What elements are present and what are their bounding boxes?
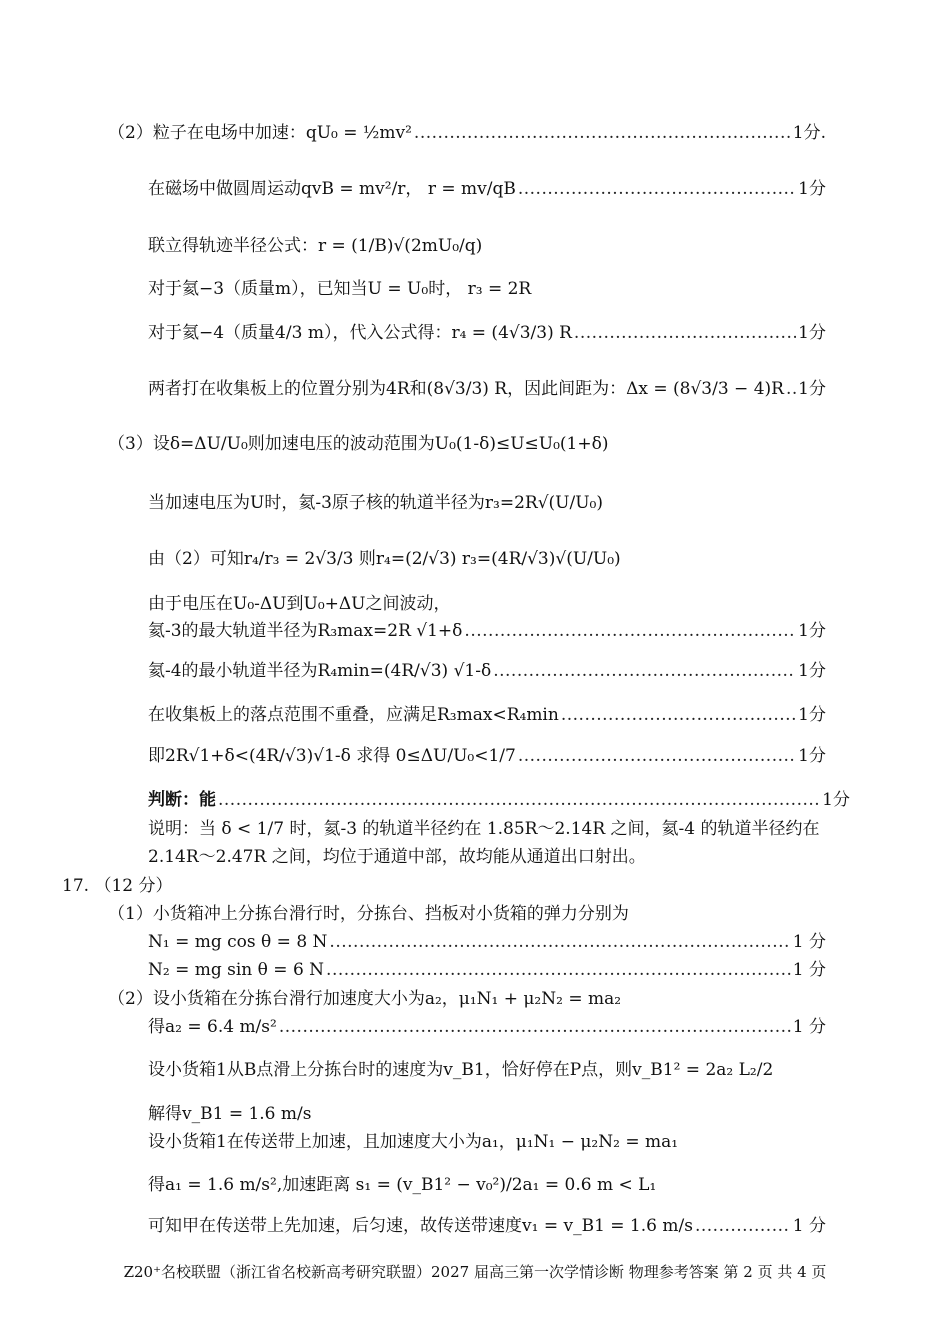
line-explain-1: 说明：当 δ < 1/7 时，氦-3 的轨道半径约在 1.85R～2.14R 之间，氦-4 的轨道半径约在: [148, 819, 820, 839]
line-a1-setup: 设小货箱1在传送带上加速，且加速度大小为a₁，μ₁N₁ − μ₂N₂ = ma₁: [148, 1132, 679, 1152]
line-vb1-result: 解得v_B1 = 1.6 m/s: [148, 1104, 312, 1124]
leader-dots: [518, 745, 796, 767]
score: 1分: [798, 379, 826, 399]
line-n1: [148, 931, 826, 953]
line-explain-2: 2.14R～2.47R 之间，均位于通道中部，故均能从通道出口射出。: [148, 847, 646, 867]
line-text: 氦-3的最大轨道半径为R₃max=2R √1+δ: [148, 621, 463, 641]
line-belt-speed: [148, 1215, 826, 1237]
line-inequality: [148, 745, 826, 767]
line-text: 对于氦−4（质量4/3 m），代入公式得：r₄ = (4√3/3) R: [148, 323, 572, 343]
line-text: 即2R√1+δ<(4R/√3)√1-δ 求得 0≤ΔU/U₀<1/7: [148, 746, 516, 766]
leader-dots: [695, 1215, 791, 1237]
score: 1分: [798, 746, 826, 766]
score: 1分: [822, 790, 850, 810]
leader-dots: [786, 378, 796, 400]
line-r3max: [148, 620, 826, 642]
line-text: 可知甲在传送带上先加速，后匀速，故传送带速度v₁ = v_B1 = 1.6 m/s: [148, 1216, 693, 1236]
line-2-accel: [108, 122, 826, 144]
line-a1: 得a₁ = 1.6 m/s²,加速距离 s₁ = (v_B1² − v₀²)/2a₁ = 0.6 m < L₁: [148, 1175, 657, 1195]
line-text: 在收集板上的落点范围不重叠，应满足R₃max<R₄min: [148, 705, 559, 725]
line-radius-formula: 联立得轨迹半径公式：r = (1/B)√(2mU₀/q): [148, 236, 483, 256]
leader-dots: [518, 178, 796, 200]
score: 1分: [798, 179, 826, 199]
leader-dots: [464, 620, 796, 642]
leader-dots: [218, 789, 820, 811]
score: 1 分: [792, 1017, 826, 1037]
line-text: N₁ = mg cos θ = 8 N: [148, 932, 328, 952]
leader-dots: [326, 959, 791, 981]
line-he3: 对于氦−3（质量m），已知当U = U₀时， r₃ = 2R: [148, 279, 532, 299]
page-footer: Z20⁺名校联盟（浙江省名校新高考研究联盟）2027 届高三第一次学情诊断 物理参考答案 第 2 页 共 4 页: [123, 1263, 827, 1281]
score: 1 分: [792, 932, 826, 952]
line-circular-motion: [148, 178, 826, 200]
line-3-delta: （3）设δ=ΔU/U₀则加速电压的波动范围为U₀(1-δ)≤U≤U₀(1+δ): [108, 434, 609, 454]
leader-dots: [561, 704, 796, 726]
score: 1分.: [792, 123, 826, 143]
line-spacing: [148, 378, 826, 400]
line-17-1: （1）小货箱冲上分拣台滑行时，分拣台、挡板对小货箱的弹力分别为: [108, 904, 629, 924]
line-text: 氦-4的最小轨道半径为R₄min=(4R/√3) √1-δ: [148, 661, 492, 681]
score: 1分: [798, 621, 826, 641]
line-text: （2）粒子在电场中加速：qU₀ = ½mv²: [108, 123, 412, 143]
line-text: N₂ = mg sin θ = 6 N: [148, 960, 325, 980]
line-text: 两者打在收集板上的位置分别为4R和(8√3/3) R，因此间距为：Δx = (8√3/3 − 4)R: [148, 379, 784, 399]
line-r3: 当加速电压为U时，氦-3原子核的轨道半径为r₃=2R√(U/U₀): [148, 493, 603, 513]
score: 1分: [798, 323, 826, 343]
line-vb1: 设小货箱1从B点滑上分拣台时的速度为v_B1，恰好停在P点，则v_B1² = 2a₂ L₂/2: [148, 1060, 774, 1080]
line-text: 判断：能: [148, 790, 216, 810]
leader-dots: [493, 660, 796, 682]
line-judgement: [148, 789, 850, 811]
leader-dots: [574, 322, 796, 344]
score: 1 分: [792, 1216, 826, 1236]
line-he4: [148, 322, 826, 344]
line-r4: 由（2）可知r₄/r₃ = 2√3/3 则r₄=(2/√3) r₃=(4R/√3)√(U/U₀): [148, 549, 621, 569]
score: 1分: [798, 661, 826, 681]
line-a2: [148, 1016, 826, 1038]
line-text: 在磁场中做圆周运动qvB = mv²/r， r = mv/qB: [148, 179, 516, 199]
score: 1 分: [792, 960, 826, 980]
leader-dots: [279, 1016, 791, 1038]
question-17-heading: 17. （12 分）: [62, 876, 173, 896]
line-text: 得a₂ = 6.4 m/s²: [148, 1017, 277, 1037]
leader-dots: [414, 122, 791, 144]
line-r4min: [148, 660, 826, 682]
line-no-overlap: [148, 704, 826, 726]
line-voltage-range: 由于电压在U₀-ΔU到U₀+ΔU之间波动，: [148, 594, 451, 614]
line-17-2: （2）设小货箱在分拣台滑行加速度大小为a₂，μ₁N₁ + μ₂N₂ = ma₂: [108, 989, 622, 1009]
score: 1分: [798, 705, 826, 725]
leader-dots: [329, 931, 790, 953]
line-n2: [148, 959, 826, 981]
